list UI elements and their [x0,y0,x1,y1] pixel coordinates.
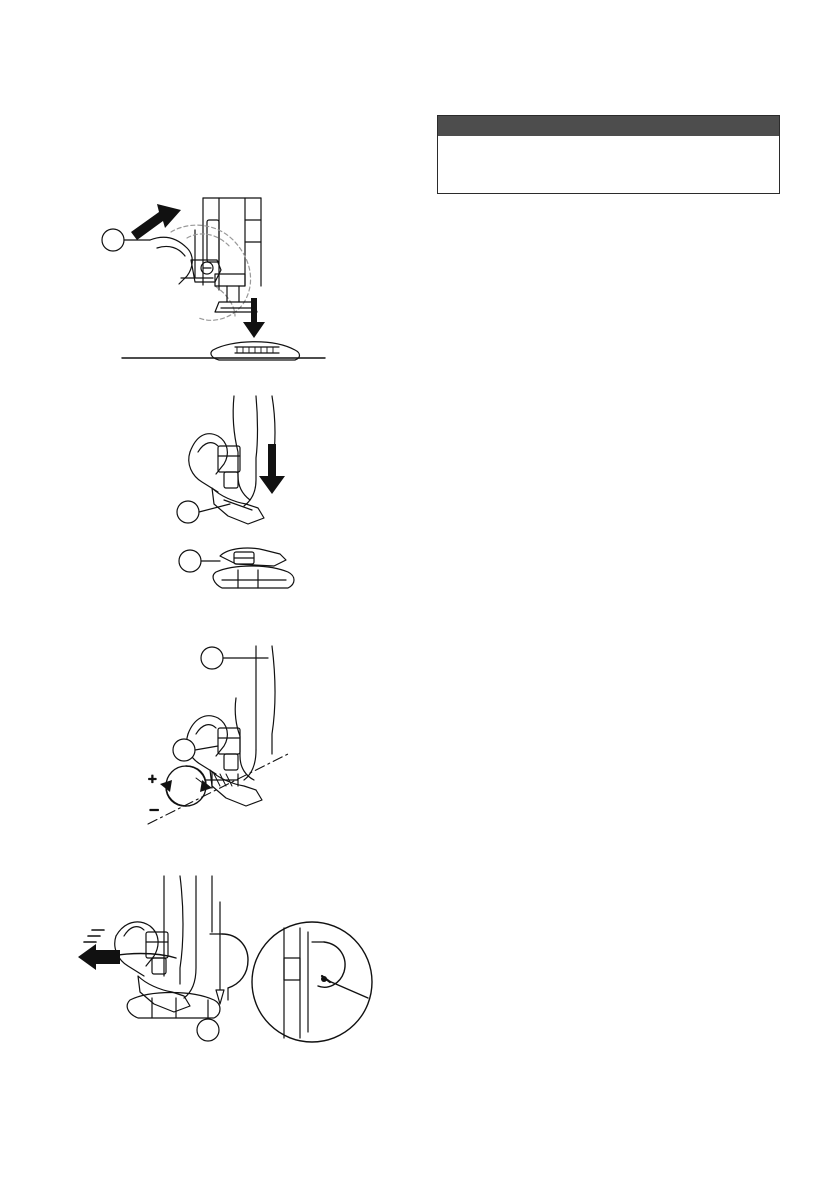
figure-needle-threader [72,872,407,1072]
figure-presser-foot-attach [95,190,345,380]
plus-sign: + [148,771,157,788]
note-box-body [438,136,779,193]
callout-marker-1 [102,229,124,251]
callout-marker-3 [179,550,201,572]
magnifier-circle [252,922,372,1042]
arrow-up-right-icon [131,204,181,240]
callout-marker-4 [201,647,223,669]
figure-presser-foot-detail [176,538,316,600]
callout-marker-6 [197,1019,219,1041]
arrow-left-icon [78,944,120,970]
note-box [437,115,780,194]
note-box-header [438,116,779,136]
motion-lines [84,930,104,942]
figure-foot-holder-lowering [172,392,322,542]
arrow-down-icon-2 [259,444,285,494]
minus-sign: – [150,801,159,818]
callout-marker-5 [173,739,195,761]
callout-marker-2 [177,501,199,523]
arrow-down-icon [243,298,265,338]
figure-holder-screw-adjust [128,638,348,853]
